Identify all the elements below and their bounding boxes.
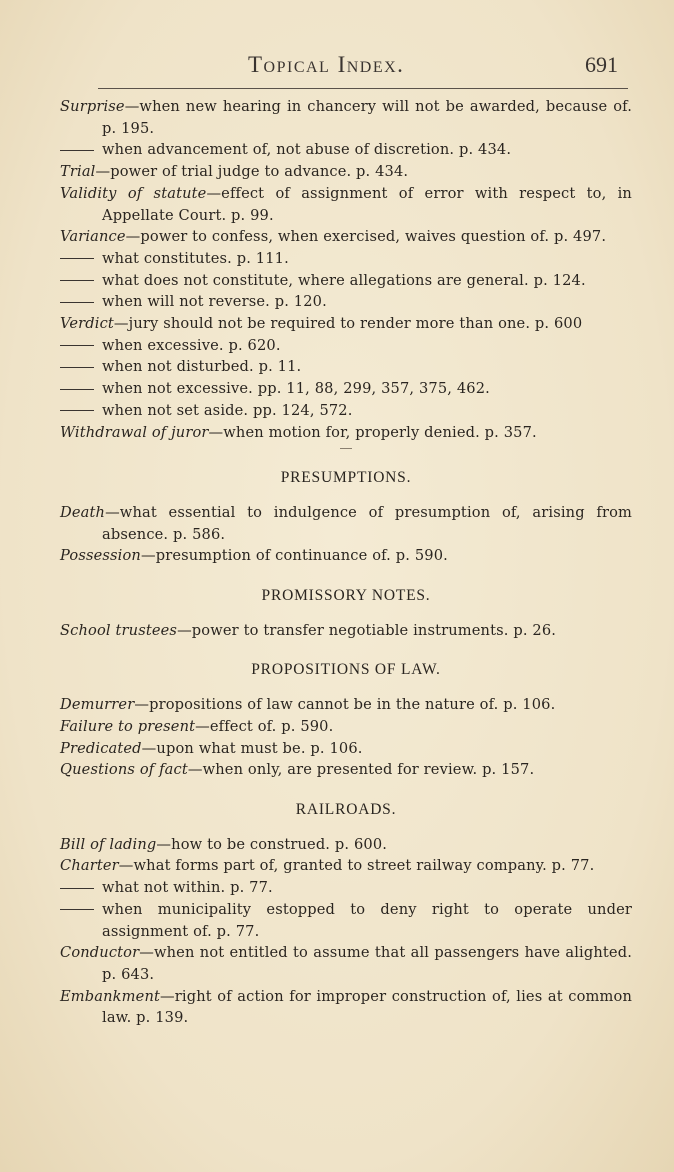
- entry-heading: Questions of fact: [60, 761, 188, 779]
- index-entry: [60, 502, 632, 545]
- entry-heading: Possession: [60, 547, 141, 565]
- index-subentry: [60, 877, 632, 899]
- entry-text: what not within. p. 77.: [102, 879, 273, 897]
- index-subentry: [60, 378, 632, 400]
- entry-text: when not disturbed. p. 11.: [102, 358, 302, 376]
- entry-text: —effect of. p. 590.: [195, 717, 334, 735]
- ditto-dash: [60, 258, 94, 259]
- entry-text: —upon what must be. p. 106.: [141, 739, 363, 757]
- entry-text: —right of action for improper construction of, lies at common law. p. 139.: [102, 987, 632, 1027]
- index-entry: [60, 313, 632, 335]
- entry-heading: Variance: [60, 228, 126, 246]
- section-heading: PRESUMPTIONS.: [280, 469, 412, 487]
- entry-text: when not excessive. pp. 11, 88, 299, 357, 375, 462.: [102, 380, 490, 398]
- ditto-dash: [60, 389, 94, 390]
- entry-text: —presumption of continuance of. p. 590.: [140, 547, 448, 565]
- ditto-dash: [60, 909, 94, 910]
- entry-text: —when new hearing in chancery will not be awarded, because of. p. 195.: [102, 98, 632, 137]
- entry-text: —when only, are presented for review. p. 157.: [187, 761, 535, 779]
- entry-text: —how to be construed. p. 600.: [156, 835, 388, 853]
- entry-text: when municipality estopped to deny right to operate under assignment of. p. 77.: [102, 900, 632, 940]
- index-subentry: [60, 899, 632, 942]
- ditto-dash: [60, 345, 94, 346]
- entry-text: —power to confess, when exercised, waives question of. p. 497.: [125, 228, 607, 246]
- index-content: [60, 96, 632, 1029]
- section-heading: PROMISSORY NOTES.: [261, 587, 431, 605]
- page-header: [0, 52, 674, 82]
- index-entry: [60, 545, 632, 567]
- index-entry: [60, 422, 632, 444]
- entry-heading: School trustees: [60, 621, 178, 639]
- entry-heading: Demurrer: [60, 696, 135, 714]
- section-divider: [340, 448, 352, 449]
- ditto-dash: [60, 888, 94, 889]
- section-heading: RAILROADS.: [295, 800, 397, 818]
- entry-heading: Trial: [60, 163, 96, 181]
- page-number: 691: [585, 52, 618, 77]
- index-entry: [60, 855, 632, 877]
- entry-text: —power of trial judge to advance. p. 434.: [95, 163, 409, 181]
- entry-text: when will not reverse. p. 120.: [102, 293, 327, 311]
- index-entry: [60, 716, 632, 738]
- entry-text: —power to transfer negotiable instruments. p. 26.: [177, 621, 557, 639]
- entry-text: when advancement of, not abuse of discretion. p. 434.: [102, 141, 512, 159]
- index-subentry: [60, 139, 632, 161]
- entry-heading: Failure to present: [60, 717, 196, 735]
- header-rule: [98, 88, 628, 89]
- entry-text: when not set aside. pp. 124, 572.: [102, 401, 353, 419]
- entry-heading: Withdrawal of juror: [60, 423, 209, 441]
- index-entry: [60, 226, 632, 248]
- index-subentry: [60, 400, 632, 422]
- index-entry: [60, 694, 632, 716]
- index-entry: [60, 759, 632, 781]
- index-subentry: [60, 270, 632, 292]
- ditto-dash: [60, 302, 94, 303]
- index-subentry: [60, 248, 632, 270]
- running-title: Topical Index.: [248, 52, 405, 77]
- entry-text: —what forms part of, granted to street railway company. p. 77.: [118, 857, 595, 875]
- ditto-dash: [60, 150, 94, 151]
- entry-text: when excessive. p. 620.: [102, 336, 281, 354]
- index-entry: [60, 183, 632, 226]
- ditto-dash: [60, 367, 94, 368]
- entry-heading: Validity of statute: [60, 184, 207, 202]
- entry-heading: Verdict: [60, 315, 114, 333]
- index-entry: [60, 161, 632, 183]
- index-entry: [60, 986, 632, 1029]
- entry-text: —propositions of law cannot be in the nature of. p. 106.: [134, 696, 556, 714]
- index-entry: [60, 620, 632, 642]
- entry-heading: Charter: [60, 857, 119, 875]
- entry-heading: Conductor: [60, 944, 140, 962]
- entry-heading: Bill of lading: [60, 835, 157, 853]
- entry-text: what does not constitute, where allegations are general. p. 124.: [102, 271, 586, 289]
- index-subentry: [60, 335, 632, 357]
- index-entry: [60, 834, 632, 856]
- index-subentry: [60, 356, 632, 378]
- entry-text: —when motion for, properly denied. p. 357.: [208, 423, 537, 441]
- index-entry: [60, 942, 632, 985]
- entry-text: —jury should not be required to render more than one. p. 600: [113, 315, 583, 333]
- section-heading: PROPOSITIONS OF LAW.: [251, 661, 441, 679]
- entry-text: —when not entitled to assume that all passengers have alighted. p. 643.: [102, 944, 632, 983]
- entry-text: —effect of assignment of error with respect to, in Appellate Court. p. 99.: [102, 184, 632, 224]
- ditto-dash: [60, 410, 94, 411]
- ditto-dash: [60, 280, 94, 281]
- index-entry: [60, 738, 632, 760]
- entry-heading: Predicated: [60, 739, 142, 757]
- entry-heading: Death: [60, 503, 106, 521]
- index-entry: [60, 96, 632, 139]
- index-subentry: [60, 291, 632, 313]
- entry-text: what constitutes. p. 111.: [102, 249, 289, 267]
- entry-heading: Embankment: [60, 987, 161, 1005]
- entry-heading: Surprise: [60, 98, 125, 115]
- entry-text: —what essential to indulgence of presumption of, arising from absence. p. 586.: [102, 503, 632, 543]
